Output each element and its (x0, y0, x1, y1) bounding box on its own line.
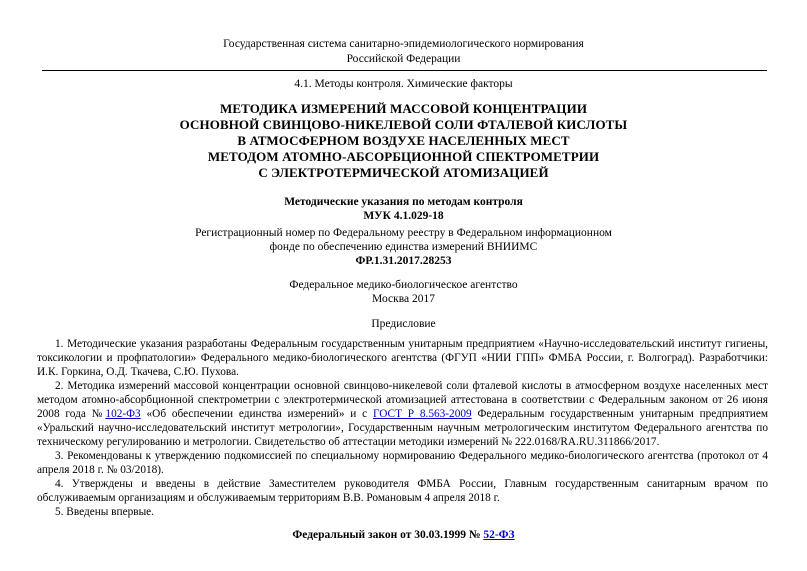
law-52-fz-link[interactable]: 52-ФЗ (483, 529, 515, 541)
doc-type: Методические указания по методам контроля (284, 196, 523, 208)
preface-paragraph-3: 3. Рекомендованы к утверждению подкомиссией по специальному нормированию Федерального медико-биологического агентства (протокол от 4 апреля 2018 г. № 03/2018). (37, 450, 768, 476)
agency-name: Федеральное медико-биологическое агентство (289, 279, 518, 291)
gost-link[interactable]: ГОСТ Р 8.563-2009 (372, 408, 472, 420)
registry-number: ФР.1.31.2017.28253 (355, 255, 452, 267)
preface-paragraph-4: 4. Утверждены и введены в действие Заместителем руководителя ФМБА России, Главным государственным санитарным врачом по обслуживаемым организациям и обслуживаемым территориям В.В. Романовым 4 апреля 2018 г. (37, 478, 768, 504)
title-line-2: ОСНОВНОЙ СВИНЦОВО-НИКЕЛЕВОЙ СОЛИ ФТАЛЕВОЙ КИСЛОТЫ (179, 117, 628, 132)
p2-text-a: 2. Методика измерений массовой концентрации основной свинцово-никелевой соли фталевой кислоты в атмосферном воздухе населенных мест методом атомно-абсорбционной спектрометрии с электротермической атомизацией аттестована в соответствии с Федеральным законом от 26 июня 2008 года № (37, 380, 768, 420)
subsection-title: 4.1. Методы контроля. Химические факторы (294, 78, 513, 90)
title-line-4: МЕТОДОМ АТОМНО-АБСОРБЦИОННОЙ СПЕКТРОМЕТРИИ (207, 149, 600, 164)
header-system-line: Государственная система санитарно-эпидемиологического нормирования (223, 38, 584, 50)
header-rule (42, 70, 767, 71)
preface-title: Предисловие (371, 318, 436, 330)
registry-line-2: фонде по обеспечению единства измерений ВНИИМС (269, 241, 538, 253)
doc-number: МУК 4.1.029-18 (363, 210, 444, 222)
federal-law-line (0, 529, 807, 541)
registry-line-1: Регистрационный номер по Федеральному реестру в Федеральном информационном (195, 227, 612, 239)
title-line-1: МЕТОДИКА ИЗМЕРЕНИЙ МАССОВОЙ КОНЦЕНТРАЦИИ (219, 101, 588, 116)
preface-paragraph-5: 5. Введены впервые. (55, 506, 154, 518)
preface-paragraph-1: 1. Методические указания разработаны Федеральным государственным унитарным предприятием «Научно-исследовательский институт гигиены, токсикологии и профпатологии» Федерального медико-биологического агентства (ФГУП «НИИ ГПП» ФМБА России, г. Волгоград). Разработчики: И.К. Горкина, О.Д. Ткачева, С.Ю. Пухова. (37, 338, 768, 378)
federal-law-prefix: Федеральный закон от 30.03.1999 № (292, 529, 484, 541)
title-line-3: В АТМОСФЕРНОМ ВОЗДУХЕ НАСЕЛЕННЫХ МЕСТ (237, 133, 570, 148)
law-102-fz-link[interactable]: 102-ФЗ (105, 408, 141, 420)
header-country-line: Российской Федерации (346, 53, 461, 65)
p2-text-c: Федеральным государственным унитарным предприятием «Уральский научно-исследовательский институт метрологии», Государственным научным метрологическим институтом Федерального агентства по техническому регулированию и метрологии. Свидетельство об аттестации методики измерений № 222.0168/RA.RU.311866/2017. (37, 408, 768, 448)
preface-paragraph-2 (37, 379, 768, 449)
title-line-5: С ЭЛЕКТРОТЕРМИЧЕСКОЙ АТОМИЗАЦИЕЙ (258, 165, 549, 180)
city-year: Москва 2017 (372, 293, 435, 305)
p2-text-b: «Об обеспечении единства измерений» и с (140, 408, 373, 420)
